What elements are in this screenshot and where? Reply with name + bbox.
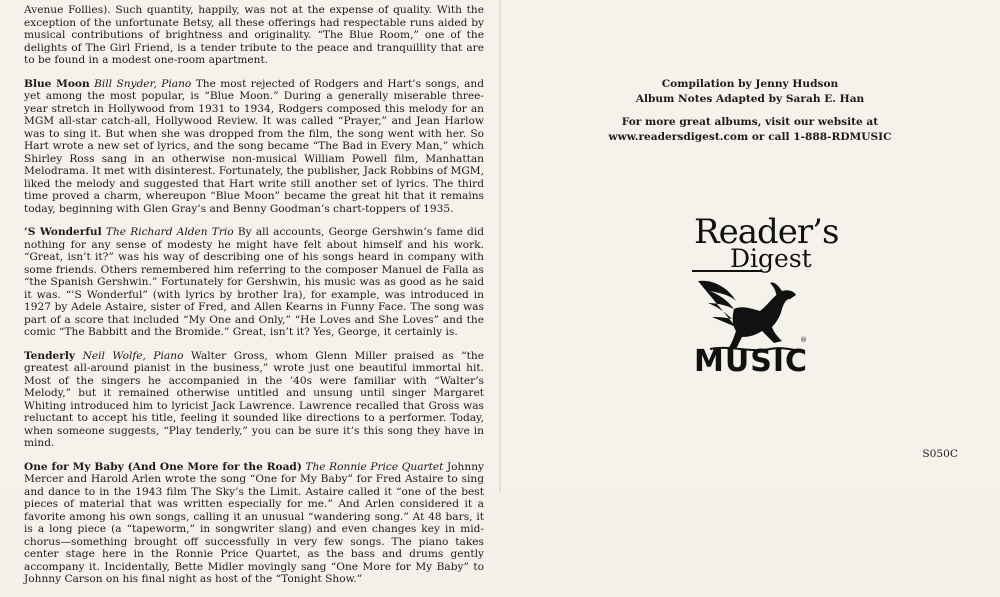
song-title: Blue Moon [24, 77, 90, 90]
album-notes-panel [24, 4, 484, 597]
credits-block [500, 77, 1000, 145]
song-description: The most rejected of Rodgers and Hart’s songs, and yet among the most popular, is “Blue Moon.” During a generally miserable three-year stretch in Hollywood from 1931 to 1934, Rodgers composed this melody for an MGM all-star catch-all, Hollywood Review. It was called “Prayer,” and Jean Harlow was to sing it. But when she was dropped from the film, the song went with her. So Hart wrote a new set of lyrics, and the song became “The Bad in Every Man,” which Shirley Ross sang in an otherwise non-musical William Powell film, Manhattan Melodrama. It met with disinterest. Fortunately, the publisher, Jack Robbins of MGM, liked the melody and suggested that Hart write still another set of lyrics. The third time proved a charm, whereupon “Blue Moon” became the great hit that it remains today, beginning with Glen Gray’s and Benny Goodman’s chart-toppers of 1935. [24, 77, 485, 215]
website-line-1: For more great albums, visit our website at [621, 116, 879, 128]
registered-mark: ® [800, 336, 807, 344]
entry-tenderly [24, 350, 484, 450]
song-title: ’S Wonderful [24, 226, 102, 238]
catalog-number: S050C [922, 448, 958, 460]
song-description: Walter Gross, whom Glenn Miller praised as “the greatest all-around pianist in the business,” wrote just one beautiful immortal hit. Most of the singers he accompanied in the ’40s were familiar with “Walter’s Melody,” but it remained otherwise untitled and unsung until singer Margaret Whiting introduced him to lyricist Jack Lawrence. Lawrence recalled that Gross was reluctant to accept his title, feeling it sounded like directions to a performer. Today, when someone suggests, “Play tenderly,” you can be sure it’s this song they have in mind. [24, 349, 485, 449]
performer: The Ronnie Price Quartet [305, 460, 444, 473]
entry-s-wonderful [24, 226, 484, 339]
compilation-credit: Compilation by Jenny Hudson [661, 78, 839, 90]
logo-readers-text: Reader’s [694, 212, 839, 252]
song-description: Johnny Mercer and Harold Arlen wrote the song “One for My Baby” for Fred Astaire to sing and dance to in the 1943 film The Sky’s the Limit. Astaire called it “one of the best pieces of material that was written especially for me.” And Arlen considered it a favorite among his own songs, calling it an unusual “wandering song.” At 48 bars, it is a long piece (a “tapeworm,” in songwriter slang) and even changes key in mid-chorus—something brought off successfully in very few songs. The piano takes center stage here in the Ronnie Price Quartet, as the bass and drums gently accompany it. Incidentally, Bette Midler movingly sang “One More for My Baby” to Johnny Carson on his final night as host of the “Tonight Show.” [24, 460, 485, 585]
intro-paragraph: Avenue Follies). Such quantity, happily, was not at the expense of quality. With the exception of the unfortunate Betsy, all these offerings had respectable runs aided by musical contributions of brightness and originality. “The Blue Room,” one of the delights of The Girl Friend, is a tender tribute to the peace and tranquillity that are to be found in a modest one-room apartment. [24, 4, 484, 66]
logo-music-text: MUSIC [694, 344, 808, 379]
notes-credit: Album Notes Adapted by Sarah E. Han [635, 93, 865, 105]
song-title: One for My Baby (And One More for the Road) [24, 460, 302, 473]
performer: Bill Snyder, Piano [94, 77, 192, 90]
performer: The Richard Alden Trio [105, 226, 234, 238]
performer: Neil Wolfe, Piano [82, 349, 184, 362]
logo-digest-text: Digest [730, 244, 812, 273]
entry-blue-moon [24, 78, 484, 216]
credits-panel [500, 0, 1000, 492]
website-line-2: www.readersdigest.com or call 1-888-RDMUSIC [608, 131, 892, 143]
song-description: By all accounts, George Gershwin’s fame did nothing for any sense of modesty he might have felt about himself and his work. “Great, isn’t it?” was his way of describing one of his songs heard in company with some friends. Others remembered him referring to the composer Manuel de Falla as “the Spanish Gershwin.” Fortunately for Gershwin, his music was as good as he said it was. “’S Wonderful” (with lyrics by brother Ira), for example, was introduced in 1927 by Adele Astaire, sister of Fred, and Allen Kearns in Funny Face. The song was part of a score that included “My One and Only,” “He Loves and She Loves” and the comic “The Babbitt and the Bromide.” Great, isn’t it? Yes, George, it certainly is. [24, 226, 485, 338]
song-title: Tenderly [24, 349, 76, 362]
readers-digest-music-logo [690, 210, 839, 380]
entry-one-for-my-baby [24, 461, 484, 586]
